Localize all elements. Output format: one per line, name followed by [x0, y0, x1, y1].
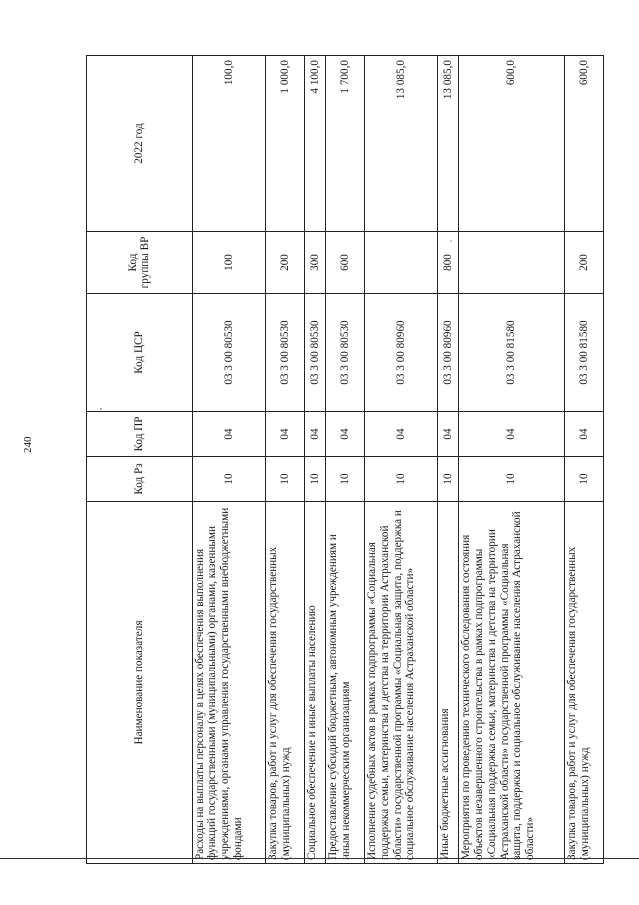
row-amount: 600,0 — [564, 56, 603, 232]
rotated-table-wrapper — [86, 56, 604, 864]
header-year: 2022 год — [87, 56, 193, 232]
table-row — [438, 56, 459, 864]
table-header-row — [87, 56, 193, 864]
row-rz: 10 — [325, 457, 364, 502]
row-pr: 04 — [305, 412, 326, 457]
row-name: Иные бюджетные ассигнования — [438, 502, 459, 864]
row-vr: 300 — [305, 232, 326, 294]
row-vr: 600 — [325, 232, 364, 294]
row-pr: 04 — [459, 412, 565, 457]
row-pr: 04 — [325, 412, 364, 457]
header-rz: Код Рз — [87, 457, 193, 502]
header-vr: Код группы ВР — [87, 232, 193, 294]
row-amount: 1 000,0 — [266, 56, 305, 232]
row-vr: 100 — [192, 232, 266, 294]
header-pr: Код ПР — [87, 412, 193, 457]
row-csr: 03 3 00 80530 — [192, 294, 266, 412]
row-amount: 13 085,0 — [364, 56, 438, 232]
row-pr: 04 — [192, 412, 266, 457]
row-rz: 10 — [438, 457, 459, 502]
table-row — [325, 56, 364, 864]
row-name: Закупка товаров, работ и услуг для обеспечения государственных (муниципальных) нужд — [266, 502, 305, 864]
row-csr: 03 3 00 80960 — [438, 294, 459, 412]
header-csr: Код ЦСР — [87, 294, 193, 412]
row-rz: 10 — [459, 457, 565, 502]
page-number: 240 — [22, 436, 34, 453]
row-rz: 10 — [266, 457, 305, 502]
row-name: Социальное обеспечение и иные выплаты населению — [305, 502, 326, 864]
row-vr: 200 — [266, 232, 305, 294]
header-name: Наименование показателя — [87, 502, 193, 864]
row-rz: 10 — [192, 457, 266, 502]
row-rz: 10 — [364, 457, 438, 502]
row-name: Исполнение судебных актов в рамках подпрограммы «Социальная поддержка семьи, материнства и детства на территории Астраханской области» государственной программы «Социальная защита, поддержка и социальное обслуживание населения Астраханской области» — [364, 502, 438, 864]
row-csr: 03 3 00 80530 — [325, 294, 364, 412]
row-amount: 100,0 — [192, 56, 266, 232]
table-row — [192, 56, 266, 864]
row-amount: 13 085,0 — [438, 56, 459, 232]
row-name: Предоставление субсидий бюджетным, автономным учреждениям и иным некоммерческим организациям — [325, 502, 364, 864]
page-bottom-rule — [0, 858, 639, 859]
row-pr: 04 — [266, 412, 305, 457]
row-vr — [364, 232, 438, 294]
table-row — [305, 56, 326, 864]
row-vr: 800 — [438, 232, 459, 294]
row-name: Мероприятия по проведению технического обследования состояния объектов незавершенного строительства в рамках подпрограммы «Социальная поддержка семьи, материнства и детства на территории Астраханской области» государственной программы «Социальная защита, поддержка и социальное обслуживание населения Астраханской области» — [459, 502, 565, 864]
row-amount: 600,0 — [459, 56, 565, 232]
row-csr: 03 3 00 80530 — [305, 294, 326, 412]
row-csr: 03 3 00 80530 — [266, 294, 305, 412]
row-rz: 10 — [564, 457, 603, 502]
row-pr: 04 — [364, 412, 438, 457]
row-csr: 03 3 00 80960 — [364, 294, 438, 412]
row-vr: 200 — [564, 232, 603, 294]
table-row — [459, 56, 565, 864]
row-amount: 1 700,0 — [325, 56, 364, 232]
row-rz: 10 — [305, 457, 326, 502]
table-row — [266, 56, 305, 864]
row-name: Расходы на выплаты персоналу в целях обеспечения выполнения функций государственными (муниципальными) органами, казенными учреждениями, органами управления государственными внебюджетными фондами — [192, 502, 266, 864]
row-vr — [459, 232, 565, 294]
row-name: Закупка товаров, работ и услуг для обеспечения государственных (муниципальных) нужд — [564, 502, 603, 864]
row-csr: 03 3 00 81580 — [564, 294, 603, 412]
row-pr: 04 — [438, 412, 459, 457]
table-row — [564, 56, 603, 864]
row-amount: 4 100,0 — [305, 56, 326, 232]
row-pr: 04 — [564, 412, 603, 457]
budget-table — [86, 55, 604, 864]
table-row — [364, 56, 438, 864]
row-csr: 03 3 00 81580 — [459, 294, 565, 412]
